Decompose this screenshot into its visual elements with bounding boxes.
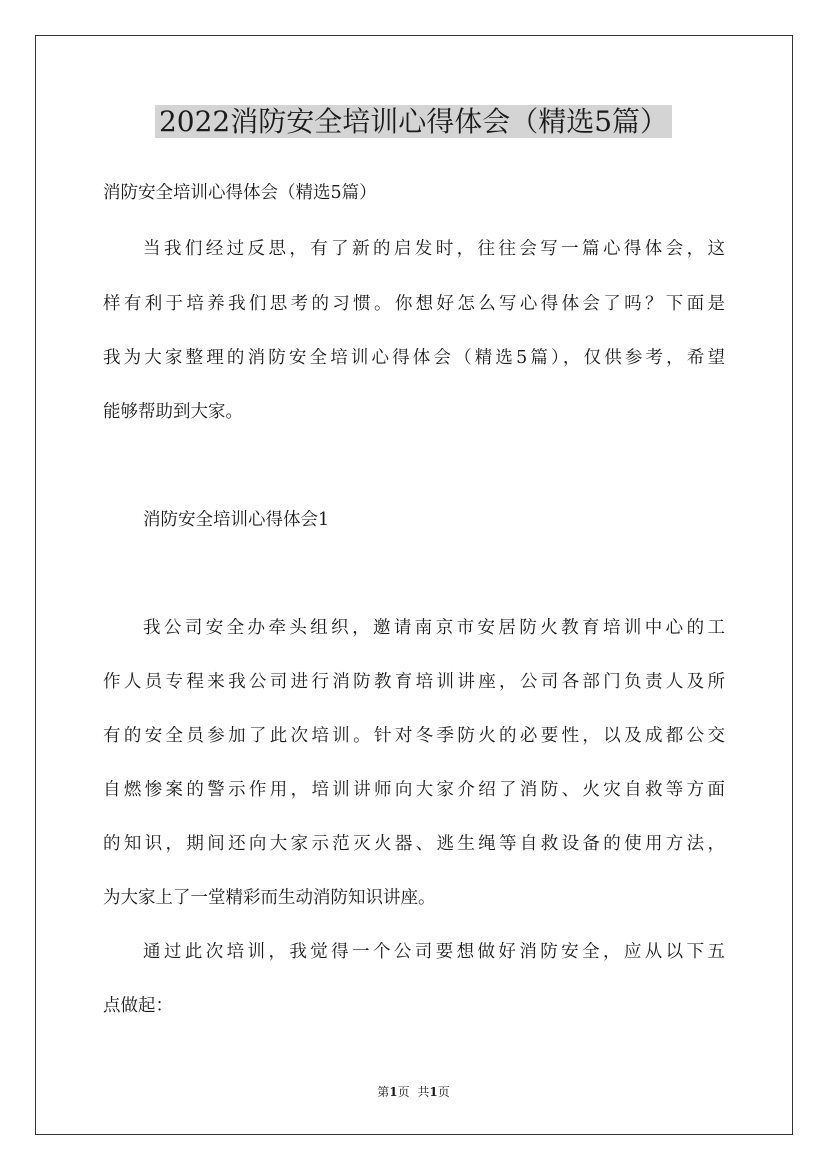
page-footer (0, 1082, 827, 1102)
footer-total-prefix: 共 (417, 1085, 430, 1099)
paragraph1-line-2: 作人员专程来我公司进行消防教育培训讲座，公司各部门负责人及所 (103, 672, 725, 692)
paragraph1-line-5: 的知识，期间还向大家示范灭火器、逃生绳等自救设备的使用方法， (103, 834, 725, 854)
paragraph2-line-2: 点做起： (103, 996, 173, 1016)
intro-line-4: 能够帮助到大家。 (103, 402, 243, 422)
footer-total-suffix: 页 (437, 1085, 450, 1099)
footer-page-suffix: 页 (397, 1085, 410, 1099)
document-subtitle: 消防安全培训心得体会（精选5篇） (103, 183, 377, 203)
intro-line-1: 当我们经过反思，有了新的启发时，往往会写一篇心得体会，这 (143, 239, 725, 259)
section-heading: 消防安全培训心得体会1 (143, 510, 330, 530)
paragraph1-line-3: 有的安全员参加了此次培训。针对冬季防火的必要性，以及成都公交 (103, 726, 725, 746)
intro-line-2: 样有利于培养我们思考的习惯。你想好怎么写心得体会了吗？下面是 (103, 294, 725, 314)
paragraph1-line-4: 自燃惨案的警示作用，培训讲师向大家介绍了消防、火灾自救等方面 (103, 780, 725, 800)
footer-page-number: 1 (389, 1085, 398, 1099)
footer-page-prefix: 第 (377, 1085, 390, 1099)
document-title-text: 2022消防安全培训心得体会（精选5篇） (155, 105, 672, 138)
paragraph1-line-1: 我公司安全办牵头组织，邀请南京市安居防火教育培训中心的工 (143, 618, 725, 638)
paragraph2-line-1: 通过此次培训，我觉得一个公司要想做好消防安全，应从以下五 (143, 942, 725, 962)
document-title (0, 100, 827, 144)
footer-total-pages: 1 (429, 1085, 438, 1099)
intro-line-3: 我为大家整理的消防安全培训心得体会（精选5篇），仅供参考，希望 (103, 348, 725, 368)
paragraph1-line-6: 为大家上了一堂精彩而生动消防知识讲座。 (103, 888, 436, 908)
